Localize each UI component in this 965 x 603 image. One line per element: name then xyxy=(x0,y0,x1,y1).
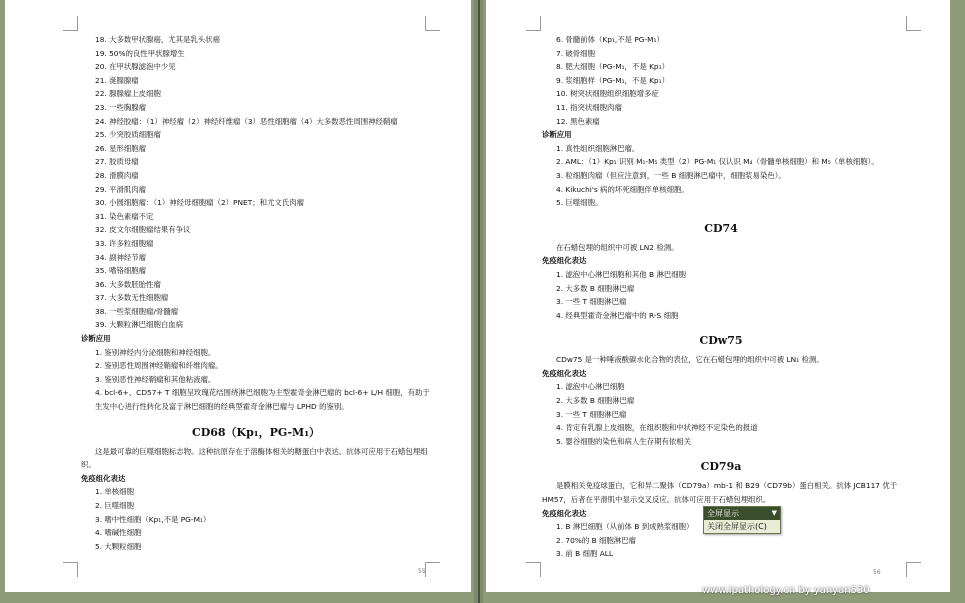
list-item: 1. B 淋巴细胞（从前体 B 到成熟浆细胞） xyxy=(556,522,694,532)
cd74-description: 在石蜡包埋的组织中可被 LN2 检测。 xyxy=(556,242,679,252)
list-item: 5. 巨噬细胞。 xyxy=(556,198,603,208)
crop-mark xyxy=(425,562,440,577)
list-item: 7. 破骨细胞 xyxy=(556,48,595,58)
crop-mark xyxy=(425,16,440,31)
antigen-list xyxy=(81,33,431,332)
watermark: www.ipathology.cn by yanyan530 xyxy=(702,585,870,596)
page-number: 56 xyxy=(873,569,881,576)
crop-mark xyxy=(906,562,921,577)
list-item: 4. 肯定有乳腺上皮细胞，在组织胞和中状神经不定染色的报道 xyxy=(556,423,758,433)
cd68-expression-list-continued xyxy=(542,33,900,128)
list-item: 18. 大多数甲状腺癌，尤其是乳头状癌 xyxy=(95,35,220,44)
list-item: 32. 皮文尔细胞瘤结果有争议 xyxy=(95,225,191,235)
list-item: 20. 在甲状腺滤泡中少见 xyxy=(95,62,176,72)
immuno-expression-heading: 免疫组化表达 xyxy=(81,473,126,483)
list-item: 1. 单核细胞 xyxy=(95,487,134,497)
list-item: 26. 星形细胞瘤 xyxy=(95,143,147,153)
cd74-title: CD74 xyxy=(704,221,738,235)
chevron-down-icon: ▼ xyxy=(771,509,777,517)
list-item: 3. 嗜中性细胞（Kp₁,不是 PG-M₁） xyxy=(95,514,211,524)
list-item: 4. Kikuchi's 病的坏死细胞伴单核细胞。 xyxy=(556,184,689,194)
crop-mark xyxy=(526,562,541,577)
list-item: 4. bcl-6+、CD57+ T 细胞呈玫瑰花结围绕淋巴细胞为主型霍奇金淋巴瘤的 bcl-6+ L/H 细胞，有助于生发中心进行性转化及富于淋巴细胞的经典型霍奇金淋巴瘤与 LPHD 的鉴别。 xyxy=(95,388,430,412)
list-item: 37. 大多数无性细胞瘤 xyxy=(95,293,169,303)
cd68-expression-list xyxy=(81,485,431,553)
list-item: 2. AML：（1）Kp₁ 识别 M₁-M₅ 类型（2）PG-M₁ 仅认识 M₄（骨髓单核细胞）和 M₅（单核细胞）。 xyxy=(556,157,879,167)
immuno-expression-heading: 免疫组化表达 xyxy=(542,508,587,518)
list-item: 2. 鉴别恶性周围神经鞘瘤和纤维肉瘤。 xyxy=(95,361,223,371)
book-spine xyxy=(478,0,480,603)
menu-item-fullscreen[interactable] xyxy=(704,507,780,520)
list-item: 35. 嗜铬细胞瘤 xyxy=(95,266,147,276)
left-page-content xyxy=(81,33,431,553)
list-item: 1. 滤泡中心淋巴细胞 xyxy=(556,382,625,392)
list-item: 28. 滑膜肉瘤 xyxy=(95,170,139,180)
list-item: 27. 胶质母瘤 xyxy=(95,157,139,167)
list-item: 33. 许多粒细胞瘤 xyxy=(95,238,154,248)
immuno-expression-heading: 免疫组化表达 xyxy=(542,368,587,378)
list-item: 5. 婴谷细胞的染色和病人生存期有依相关 xyxy=(556,436,692,446)
list-item: 19. 50%的良性甲状腺增生 xyxy=(95,48,185,58)
list-item: 3. 鉴别恶性神经鞘瘤和其他粘液瘤。 xyxy=(95,374,216,384)
list-item: 2. 大多数 B 细胞淋巴瘤 xyxy=(556,396,635,406)
list-item: 21. 涎腺腺瘤 xyxy=(95,75,139,85)
page-number: 55 xyxy=(418,568,426,575)
list-item: 25. 少突胶质细胞瘤 xyxy=(95,130,161,140)
list-item: 3. 一些 T 细胞淋巴瘤 xyxy=(556,409,627,419)
list-item: 34. 副神经节瘤 xyxy=(95,252,147,262)
list-item: 1. 鉴别神经内分泌细胞和神经细胞。 xyxy=(95,347,216,357)
list-item: 30. 小圆细胞瘤：（1）神经母细胞瘤（2）PNET；和尤文氏肉瘤 xyxy=(95,198,304,208)
diagnostic-use-heading: 诊断应用 xyxy=(542,130,572,140)
list-item: 23. 一些胸腺瘤 xyxy=(95,102,147,112)
list-item: 3. 一些 T 细胞淋巴瘤 xyxy=(556,297,627,307)
list-item: 3. 粒细胞肉瘤（但应注意到，一些 B 细胞淋巴瘤中，细胞浆易染色）。 xyxy=(556,170,786,180)
crop-mark xyxy=(526,16,541,31)
list-item: 11. 指突状细胞肉瘤 xyxy=(556,102,622,112)
immuno-expression-heading: 免疫组化表达 xyxy=(542,256,587,266)
diagnostic-use-heading: 诊断应用 xyxy=(81,334,111,344)
list-item: 6. 骨髓前体（Kp₁,不是 PG-M₁） xyxy=(556,35,664,44)
list-item: 36. 大多数胚胎性瘤 xyxy=(95,279,161,289)
cdw75-description: CDw75 是一种唾液酸碳水化合物的表位，它在石蜡包埋的组织中可被 LN₁ 检测。 xyxy=(556,355,824,365)
list-item: 39. 大颗粒淋巴细胞白血病 xyxy=(95,320,184,330)
cd79a-title: CD79a xyxy=(700,460,742,474)
list-item: 2. 巨噬细胞 xyxy=(95,501,134,510)
list-item: 1. 真性组织细胞淋巴瘤。 xyxy=(556,143,640,153)
cdw75-expression-list xyxy=(542,380,900,448)
list-item: 1. 滤泡中心淋巴细胞和其他 B 淋巴细胞 xyxy=(556,269,687,279)
cd74-expression-list xyxy=(542,268,900,322)
list-item: 8. 肥大细胞（PG-M₁，不是 Kp₁） xyxy=(556,62,669,72)
list-item: 9. 浆细胞样（PG-M₁，不是 Kp₁） xyxy=(556,75,669,85)
crop-mark xyxy=(63,562,78,577)
menu-item-close-fullscreen[interactable]: 关闭全屏显示(C) xyxy=(707,522,767,531)
list-item: 3. 前 B 细胞 ALL xyxy=(556,549,613,559)
cd68-title: CD68（Kp₁，PG-M₁） xyxy=(191,425,321,439)
list-item: 29. 平滑肌肉瘤 xyxy=(95,184,147,194)
cd68-description: 这是最可靠的巨噬细胞标志物。这种抗原存在于溶酶体相关的糖蛋白中表达。抗体可应用于石蜡包埋组织。 xyxy=(81,446,428,470)
list-item: 4. 嗜碱性细胞 xyxy=(95,528,142,538)
list-item: 22. 腺腺瘤上皮细胞 xyxy=(95,89,161,99)
list-item: 4. 经典型霍奇金淋巴瘤中的 R-S 细胞 xyxy=(556,310,679,320)
fullscreen-context-menu xyxy=(703,506,781,534)
diagnostic-use-list xyxy=(81,346,431,387)
list-item: 10. 树突状细胞组织细胞增多症 xyxy=(556,89,659,99)
list-item: 31. 染色素瘤不定 xyxy=(95,211,154,221)
list-item: 5. 大颗粒细胞 xyxy=(95,541,142,551)
cd79a-description: 是膜相关免疫球蛋白，它和异二聚体（CD79a）mb-1 和 B29（CD79b）蛋白相关。抗体 JCB117 优于 HM57，后者在平滑肌中显示交叉反应。抗体可应用于石蜡包埋组织。 xyxy=(542,481,898,505)
right-page-content xyxy=(542,33,900,561)
crop-mark xyxy=(63,16,78,31)
menu-item-label: 全屏显示 xyxy=(707,509,739,518)
list-item: 2. 大多数 B 细胞淋巴瘤 xyxy=(556,283,635,293)
diagnostic-use-list xyxy=(542,142,900,210)
cdw75-title: CDw75 xyxy=(699,334,743,348)
list-item: 12. 黑色素瘤 xyxy=(556,116,600,126)
list-item: 38. 一些浆细胞瘤/骨髓瘤 xyxy=(95,306,179,316)
list-item: 24. 神经胶瘤：（1）神经瘤（2）神经纤维瘤（3）恶性细胞瘤（4）大多数恶性周围神经鞘瘤 xyxy=(95,116,398,126)
left-page xyxy=(5,0,471,592)
right-page xyxy=(486,0,950,592)
list-item: 2. 70%的 B 细胞淋巴瘤 xyxy=(556,535,636,545)
crop-mark xyxy=(906,16,921,31)
